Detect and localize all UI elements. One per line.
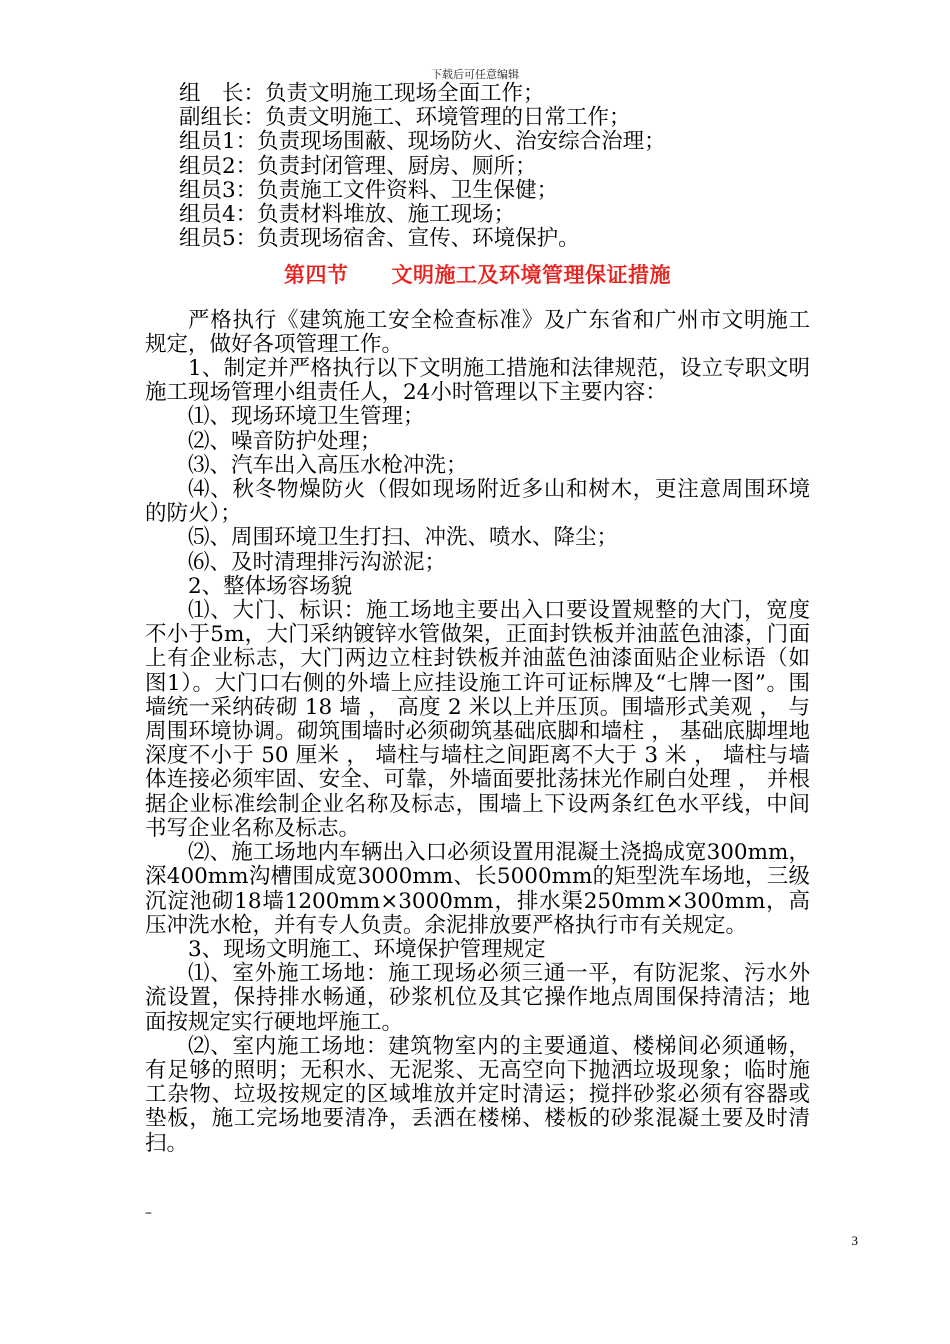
team-leader-line: 组 长：负责文明施工现场全面工作； [179, 81, 545, 106]
paragraph-sub-6: ⑹、及时清理排污沟淤泥； [188, 549, 447, 575]
paragraph-sub-5: ⑸、周围环境卫生打扫、冲洗、喷水、降尘； [188, 525, 619, 551]
team-member-2-line: 组员2：负责封闭管理、厨房、厕所； [179, 153, 537, 179]
team-member-1-line: 组员1：负责现场围蔽、现场防火、治安综合治理； [179, 129, 666, 155]
paragraph-indoor-site: ⑵、室内施工场地：建筑物室内的主要通道、楼梯间必须通畅，有足够的照明；无积水、无泥浆、无高空向下抛洒垃圾现象；临时施工杂物、垃圾按规定的区域堆放并定时清运；搅拌砂浆必须有容器或垫板，施工完场地要清净，丢洒在楼梯、楼板的砂浆混凝土要及时清扫。 [145, 1033, 810, 1156]
paragraph-outdoor-site: ⑴、室外施工场地：施工现场必须三通一平，有防泥浆、污水外流设置，保持排水畅通，砂浆机位及其它操作地点周围保持清洁；地面按规定实行硬地坪施工。 [145, 961, 810, 1035]
paragraph-item-2: 2、整体场容场貌 [188, 573, 353, 599]
paragraph-sub-4: ⑷、秋冬物燥防火（假如现场附近多山和树木，更注意周围环境的防火）； [145, 477, 810, 527]
footer-dash: – [145, 1205, 152, 1221]
team-member-5-line: 组员5：负责现场宿舍、宣传、环境保护。 [179, 226, 580, 252]
paragraph-sub-1: ⑴、现场环境卫生管理； [188, 404, 425, 430]
page-number: 3 [851, 1233, 858, 1248]
paragraph-item-1: 1、制定并严格执行以下文明施工措施和法律规范，设立专职文明施工现场管理小组责任人，24小时管理以下主要内容： [145, 356, 810, 406]
document-body [145, 82, 810, 1156]
paragraph-car-wash: ⑵、施工场地内车辆出入口必须设置用混凝土浇捣成宽300mm，深400mm沟槽围成宽3000mm、长5000mm的矩型洗车场地，三级沉淀池砌18墙1200mm×3000mm，排水渠250mm×300mm，高压冲洗水枪，并有专人负责。余泥排放要严格执行市有关规定。 [145, 840, 810, 938]
paragraph-gate-wall: ⑴、大门、标识：施工场地主要出入口要设置规整的大门，宽度不小于5m，大门采纳镀锌水管做架，正面封铁板并油蓝色油漆，门面上有企业标志，大门两边立柱封铁板并油蓝色油漆面贴企业标语（如图1）。大门口右侧的外墙上应挂设施工许可证标牌及“七牌一图”。围墙统一采纳砖砌 18 墙 ， 高度 2 米以上并压顶。围墙形式美观 ， 与周围环境协调。砌筑围墙时必须砌筑基础底脚和墙柱 ， 基础底脚埋地深度不小于 50 厘米 ， 墙柱与墙柱之间距离不大于 3 米 ， 墙柱与墙体连接必须牢固、安全、可靠，外墙面要批荡抹光作刷白处理 ， 并根据企业标准绘制企业名称及标志，围墙上下设两条红色水平线，中间书写企业名称及标志。 [145, 598, 810, 841]
header-note: 下载后可任意编辑 [431, 68, 519, 81]
paragraph-sub-2: ⑵、噪音防护处理； [188, 428, 382, 454]
paragraph-intro: 严格执行《建筑施工安全检查标准》及广东省和广州市文明施工规定，做好各项管理工作。 [145, 307, 810, 357]
team-member-4-line: 组员4：负责材料堆放、施工现场； [179, 202, 516, 228]
paragraph-sub-3: ⑶、汽车出入高压水枪冲洗； [188, 452, 468, 478]
paragraph-item-3: 3、现场文明施工、环境保护管理规定 [188, 936, 546, 962]
team-member-3-line: 组员3：负责施工文件资料、卫生保健； [179, 177, 559, 203]
team-deputy-line: 副组长：负责文明施工、环境管理的日常工作； [179, 105, 631, 131]
section-title: 第四节 文明施工及环境管理保证措施 [284, 263, 671, 288]
